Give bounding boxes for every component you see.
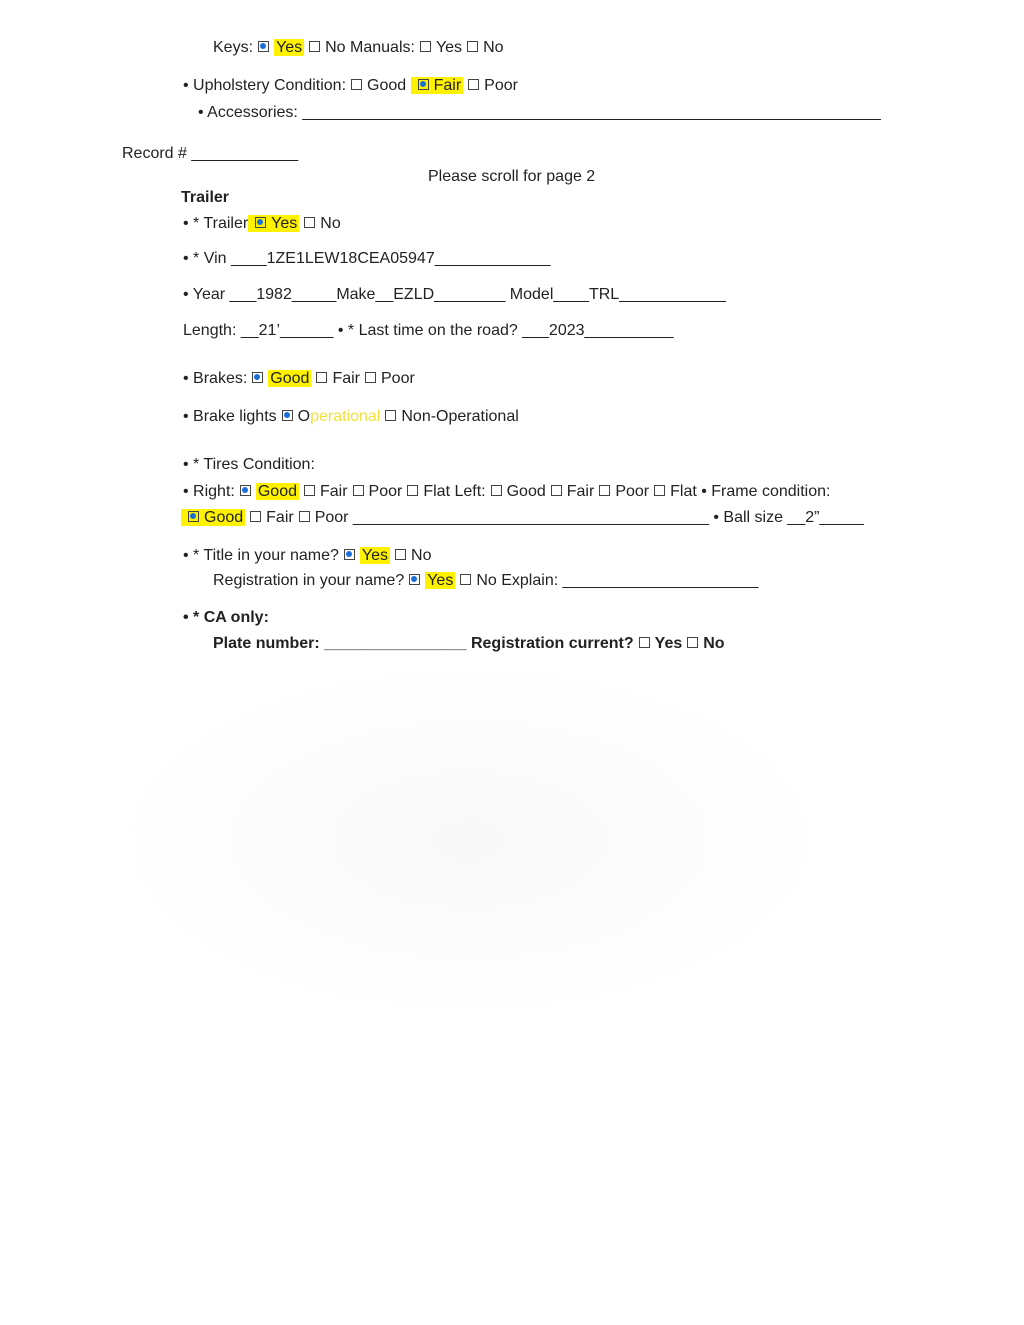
tires-left-flat-option: Flat: [670, 483, 697, 500]
make-field[interactable]: __EZLD________: [375, 286, 506, 303]
tires-left-fair-option: Fair: [566, 483, 595, 500]
registration-yes-option: Yes: [427, 572, 454, 589]
accessories-row: [198, 102, 881, 124]
tires-left-good-option: Good: [506, 483, 546, 500]
year-make-model-row: [183, 284, 726, 306]
title-no-checkbox[interactable]: [395, 549, 406, 560]
tires-left-fair-checkbox[interactable]: [551, 485, 562, 496]
tires-left-flat-checkbox[interactable]: [654, 485, 665, 496]
manuals-label: Manuals:: [350, 39, 415, 56]
tires-right-good-checkbox[interactable]: [240, 485, 251, 496]
length-field[interactable]: __21’______: [240, 322, 334, 339]
brake-lights-nonop-option: Non-Operational: [401, 408, 519, 425]
year-field[interactable]: ___1982_____: [229, 286, 337, 303]
accessories-label: • Accessories:: [198, 104, 298, 121]
brakes-fair-option: Fair: [332, 370, 360, 387]
title-no-option: No: [411, 547, 432, 564]
frame-row: [181, 507, 864, 529]
record-row: [122, 143, 298, 165]
registration-current-no-checkbox[interactable]: [687, 637, 698, 648]
brakes-poor-checkbox[interactable]: [365, 372, 376, 383]
scan-shadow: [110, 660, 830, 1020]
ball-size-field[interactable]: __2”_____: [787, 509, 864, 526]
brakes-fair-checkbox[interactable]: [316, 372, 327, 383]
frame-good-option: Good: [204, 509, 244, 526]
manuals-no-option: No: [483, 39, 504, 56]
title-row: [183, 545, 431, 567]
tires-right-good-option: Good: [257, 483, 297, 500]
registration-current-yes-checkbox[interactable]: [639, 637, 650, 648]
upholstery-label: • Upholstery Condition:: [183, 77, 347, 94]
tires-heading: • * Tires Condition:: [183, 456, 315, 473]
upholstery-good-checkbox[interactable]: [351, 79, 362, 90]
keys-yes-option: Yes: [276, 39, 303, 56]
manuals-yes-option: Yes: [435, 39, 463, 56]
last-road-field[interactable]: ___2023__________: [522, 322, 674, 339]
trailer-yes-checkbox[interactable]: [255, 217, 266, 228]
vin-row: [183, 248, 550, 270]
accessories-field[interactable]: _________________________________________________________________: [302, 104, 881, 121]
explain-label: Explain:: [501, 572, 559, 589]
tires-row: [183, 481, 830, 503]
manuals-yes-checkbox[interactable]: [420, 41, 431, 52]
make-label: Make: [336, 286, 376, 303]
registration-current-yes-option: Yes: [654, 635, 683, 652]
tires-left-poor-option: Poor: [615, 483, 650, 500]
frame-fair-checkbox[interactable]: [250, 511, 261, 522]
upholstery-fair-checkbox[interactable]: [418, 79, 429, 90]
brake-lights-row: [183, 406, 519, 428]
brakes-label: • Brakes:: [183, 370, 248, 387]
trailer-no-checkbox[interactable]: [304, 217, 315, 228]
tires-right-label: • Right:: [183, 483, 235, 500]
title-yes-checkbox[interactable]: [344, 549, 355, 560]
upholstery-row: [183, 75, 518, 97]
upholstery-poor-checkbox[interactable]: [468, 79, 479, 90]
brake-lights-label: • Brake lights: [183, 408, 277, 425]
trailer-yes-option: Yes: [271, 215, 298, 232]
model-label: Model: [509, 286, 554, 303]
trailer-no-option: No: [320, 215, 341, 232]
keys-label: Keys:: [213, 39, 254, 56]
title-label: • * Title in your name?: [183, 547, 339, 564]
vin-field[interactable]: ____1ZE1LEW18CEA05947_____________: [231, 250, 551, 267]
brake-lights-nonop-checkbox[interactable]: [385, 410, 396, 421]
tires-right-flat-option: Flat: [423, 483, 451, 500]
brakes-row: [183, 368, 415, 390]
keys-manuals-row: [213, 37, 504, 59]
keys-no-checkbox[interactable]: [309, 41, 320, 52]
explain-field[interactable]: ______________________: [562, 572, 759, 589]
brakes-good-checkbox[interactable]: [252, 372, 263, 383]
trailer-row: [183, 213, 341, 235]
tires-right-fair-checkbox[interactable]: [304, 485, 315, 496]
tires-left-poor-checkbox[interactable]: [599, 485, 610, 496]
plate-field[interactable]: ________________: [324, 635, 467, 652]
upholstery-poor-option: Poor: [484, 77, 518, 94]
upholstery-good-option: Good: [367, 77, 407, 94]
year-label: • Year: [183, 286, 226, 303]
brake-lights-operational-checkbox[interactable]: [282, 410, 293, 421]
frame-label: • Frame condition:: [701, 483, 831, 500]
record-field[interactable]: ____________: [191, 145, 299, 162]
ca-only-heading: • * CA only:: [183, 609, 269, 626]
registration-label: Registration in your name?: [213, 572, 405, 589]
scroll-note: Please scroll for page 2: [428, 168, 596, 185]
vin-label: • * Vin: [183, 250, 227, 267]
registration-no-checkbox[interactable]: [460, 574, 471, 585]
brakes-poor-option: Poor: [381, 370, 415, 387]
keys-no-option: No: [325, 39, 346, 56]
manuals-no-checkbox[interactable]: [467, 41, 478, 52]
record-label: Record #: [122, 145, 187, 162]
trailer-label: • * Trailer: [183, 215, 249, 232]
tires-right-poor-checkbox[interactable]: [353, 485, 364, 496]
plate-row: [213, 633, 725, 655]
length-label: Length:: [183, 322, 237, 339]
frame-good-checkbox[interactable]: [188, 511, 199, 522]
registration-row: [213, 570, 758, 592]
trailer-heading: Trailer: [181, 189, 230, 206]
registration-no-option: No: [476, 572, 497, 589]
tires-right-poor-option: Poor: [368, 483, 403, 500]
title-yes-option: Yes: [361, 547, 389, 564]
model-field[interactable]: ____TRL____________: [553, 286, 726, 303]
registration-current-no-option: No: [703, 635, 725, 652]
registration-current-label: Registration current?: [470, 635, 634, 652]
plate-label: Plate number:: [213, 635, 320, 652]
tires-right-flat-checkbox[interactable]: [407, 485, 418, 496]
brakes-good-option: Good: [270, 370, 310, 387]
last-road-label: • * Last time on the road?: [337, 322, 518, 339]
frame-notes-field[interactable]: ________________________________________: [352, 509, 709, 526]
frame-poor-option: Poor: [314, 509, 349, 526]
frame-fair-option: Fair: [266, 509, 294, 526]
frame-poor-checkbox[interactable]: [299, 511, 310, 522]
tires-left-good-checkbox[interactable]: [491, 485, 502, 496]
ball-size-label: • Ball size: [713, 509, 783, 526]
tires-right-fair-option: Fair: [319, 483, 348, 500]
brake-lights-operational-rest: perational: [310, 408, 381, 425]
brake-lights-operational-first: O: [297, 408, 311, 425]
keys-yes-checkbox[interactable]: [258, 41, 269, 52]
upholstery-fair-option: Fair: [433, 77, 462, 94]
length-row: [183, 320, 674, 342]
tires-left-label: Left:: [454, 483, 486, 500]
registration-yes-checkbox[interactable]: [409, 574, 420, 585]
